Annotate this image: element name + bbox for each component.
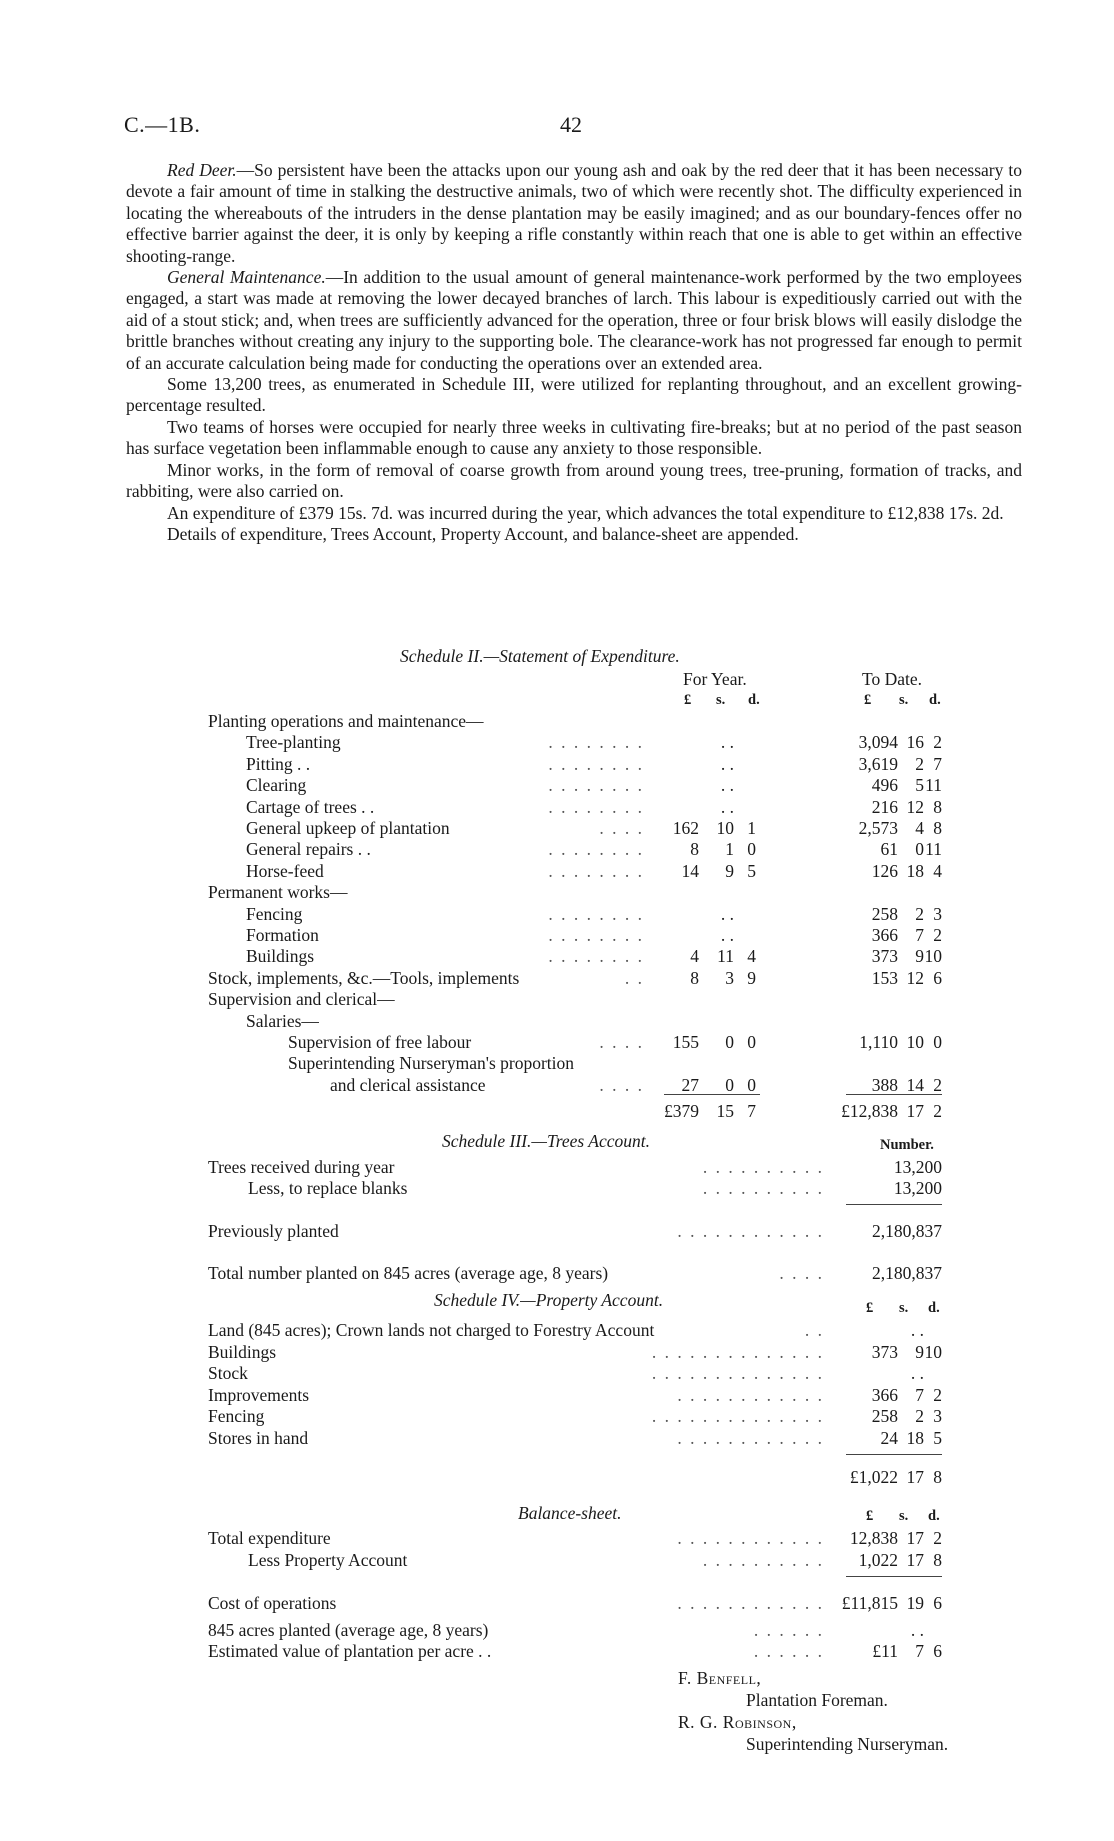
year-pence: 1: [747, 818, 756, 838]
pence: 2: [933, 1385, 942, 1405]
date-pence: 10: [924, 946, 942, 967]
schedule-3-row: [0, 1220, 1114, 1242]
leader-dots: . . . .: [599, 1032, 644, 1052]
lsd-shillings: s.: [899, 1508, 909, 1524]
lsd-pence: d.: [748, 692, 760, 708]
date-shillings: 2: [915, 753, 924, 774]
year-pence: 0: [747, 1032, 756, 1052]
schedule-4-row: [0, 1405, 1114, 1427]
row-label: Stock, implements, &c.—Tools, implements: [208, 967, 520, 988]
leader-dots: . . . . . . . . . . . .: [677, 1221, 824, 1241]
year-shillings: . .: [720, 732, 734, 753]
paragraph-minor-works: [126, 460, 1022, 503]
lsd-shillings: s.: [899, 1300, 909, 1316]
pounds: 24: [880, 1428, 898, 1448]
year-pence: 9: [747, 967, 756, 988]
date-shillings: 14: [906, 1074, 924, 1095]
row-label: Buildings: [246, 946, 315, 967]
schedule-3-row: [0, 1156, 1114, 1178]
year-pence: 0: [747, 839, 756, 860]
date-shillings: 7: [915, 925, 924, 945]
pence: 10: [924, 1342, 942, 1362]
shillings: 17: [906, 1550, 924, 1570]
lsd-pence: d.: [928, 1508, 940, 1524]
date-shillings: 4: [915, 818, 924, 838]
balance-sheet-title: Balance-sheet.: [518, 1503, 622, 1523]
leader-dots: . . . . . . . . . . . . . .: [651, 1342, 824, 1362]
signature-2-name: R. G. Robinson,: [678, 1712, 797, 1732]
schedule-4-row: [0, 1362, 1114, 1384]
date-pounds: 1,110: [859, 1032, 898, 1052]
date-pounds: 388: [871, 1074, 898, 1095]
shillings: 7: [915, 1641, 924, 1661]
date-pence: 7: [933, 753, 942, 774]
year-pounds: 27: [681, 1074, 699, 1095]
paragraph-fire-breaks: [126, 417, 1022, 460]
balance-row: [0, 1527, 1114, 1549]
schedule-3-row: [0, 1177, 1114, 1199]
date-shillings: 18: [906, 860, 924, 881]
schedule-2-row: [0, 710, 1114, 732]
schedule-2-row: [0, 903, 1114, 925]
leader-dots: . . . . . . . .: [548, 925, 644, 945]
date-pounds: 496: [871, 775, 898, 796]
schedule-2-row: [0, 1031, 1114, 1053]
year-shillings: 1: [725, 839, 734, 860]
schedule-2-row: [0, 753, 1114, 775]
row-label: Permanent works—: [208, 882, 348, 903]
date-pounds: 61: [880, 839, 898, 860]
schedule-2-row: [0, 881, 1114, 903]
paragraph-expenditure: [126, 503, 1022, 524]
date-pounds: 3,094: [858, 732, 898, 753]
shillings: 9: [915, 1342, 924, 1362]
schedule-2-lsd-headers: [0, 689, 1114, 711]
pounds: 12,838: [849, 1528, 898, 1548]
schedule-4-title: Schedule IV.—Property Account.: [434, 1290, 664, 1310]
signature-1-title: Plantation Foreman.: [746, 1690, 888, 1710]
schedule-2-row: [0, 838, 1114, 860]
year-pence: 0: [747, 1074, 756, 1095]
date-pounds: 366: [871, 925, 898, 945]
year-shillings: 0: [725, 1074, 734, 1095]
row-label: Land (845 acres); Crown lands not charged to Forestry Account: [208, 1320, 655, 1340]
row-label: and clerical assistance: [330, 1074, 486, 1095]
shillings: 7: [915, 1385, 924, 1405]
total-date-pounds: £12,838: [841, 1101, 898, 1121]
shillings: 18: [906, 1428, 924, 1448]
total-date-pence: 2: [933, 1101, 942, 1121]
leader-dots: . . . . . . . .: [548, 903, 644, 924]
schedule-4-total-row: [0, 1466, 1114, 1488]
year-pounds: 8: [690, 967, 699, 988]
paragraph-lead: Red Deer.: [167, 160, 237, 180]
date-pence: 8: [933, 796, 942, 817]
schedule-2-row: [0, 774, 1114, 796]
pounds: 373: [871, 1342, 898, 1362]
pounds: 258: [871, 1406, 898, 1426]
leader-dots: . . . . . . . .: [548, 753, 644, 774]
date-pence: 3: [933, 903, 942, 924]
row-label: Horse-feed: [246, 860, 324, 881]
leader-dots: . . . . . . . .: [548, 796, 644, 817]
schedule-3-row: [0, 1262, 1114, 1284]
number-value: 2,180,837: [872, 1263, 942, 1283]
row-label: Pitting . .: [246, 753, 311, 774]
date-pence: 2: [933, 1074, 942, 1095]
schedule-4-lsd-headers: [0, 1297, 1114, 1319]
date-pounds: 3,619: [858, 753, 898, 774]
balance-row: [0, 1619, 1114, 1641]
year-shillings: . .: [720, 903, 734, 924]
row-label: Buildings: [208, 1342, 277, 1362]
row-label: Superintending Nurseryman's proportion: [288, 1053, 575, 1074]
row-label: Stores in hand: [208, 1428, 309, 1448]
row-label: General repairs . .: [246, 839, 371, 860]
row-label: Tree-planting: [246, 732, 341, 753]
leader-dots: . . . . . . . .: [548, 860, 644, 881]
date-shillings: 5: [915, 775, 924, 796]
paragraph-text: Two teams of horses were occupied for nearly three weeks in cultivating fire-breaks; but at no period of the past season has surface vegetation been inflammable enough to cause any anxiety to those responsible.: [126, 416, 1022, 459]
pence: 2: [933, 1528, 942, 1548]
date-pence: 2: [933, 732, 942, 753]
col-to-date: To Date.: [862, 669, 923, 689]
year-shillings: 3: [725, 967, 734, 988]
shillings: 19: [906, 1593, 924, 1613]
year-pence: 4: [747, 946, 756, 967]
leader-dots: . . . . . . . . . .: [702, 1157, 824, 1177]
paragraph-red-deer: [126, 160, 1022, 267]
date-pence: 11: [925, 775, 942, 796]
total-shillings: 17: [906, 1467, 924, 1487]
lsd-shillings: s.: [899, 692, 909, 708]
row-label: Total number planted on 845 acres (average age, 8 years): [208, 1263, 609, 1283]
schedule-2-title: Schedule II.—Statement of Expenditure.: [400, 646, 680, 666]
schedule-2-row: [0, 1074, 1114, 1096]
shillings: . .: [910, 1363, 924, 1383]
balance-row: [0, 1549, 1114, 1571]
schedule-2-row: [0, 967, 1114, 989]
pounds: 366: [871, 1385, 898, 1405]
date-pence: 2: [933, 925, 942, 945]
paragraph-text: —In addition to the usual amount of general maintenance-work performed by the two employees engaged, a start was made at removing the lower decayed branches of larch. This labour is expeditiously carried out with the aid of a stout stick; and, when trees are sufficiently advanced for the operation, three or four brisk blows will easily dislodge the brittle branches without creating any injury to the supporting bole. The clearance-work has not progressed far enough to permit of an accurate calculation being made for conducting the operations over an extended area.: [126, 267, 1022, 373]
date-pounds: 153: [871, 967, 898, 988]
leader-dots: . . . . . . . . . . . .: [677, 1528, 824, 1548]
schedule-2-row: [0, 817, 1114, 839]
balance-lsd-headers: [0, 1505, 1114, 1527]
pence: 8: [933, 1550, 942, 1570]
row-label: Supervision of free labour: [288, 1032, 472, 1052]
leader-dots: . . . .: [599, 1074, 644, 1095]
year-shillings: 10: [716, 818, 734, 838]
row-label: Cost of operations: [208, 1593, 337, 1613]
leader-dots: . . . . . .: [753, 1620, 824, 1640]
col-for-year: For Year.: [683, 669, 747, 689]
date-pounds: 216: [871, 796, 898, 817]
year-pounds: 155: [672, 1032, 699, 1052]
shillings: . .: [910, 1320, 924, 1340]
date-pounds: 258: [871, 903, 898, 924]
row-label: Salaries—: [246, 1010, 319, 1031]
leader-dots: . . . . . . . . . . . .: [677, 1593, 824, 1613]
total-rule: [846, 1094, 942, 1095]
row-label: General upkeep of plantation: [246, 818, 450, 838]
total-year-shillings: 15: [716, 1101, 734, 1121]
schedule-3-col-header: [0, 1134, 1114, 1156]
lsd-shillings: s.: [716, 692, 726, 708]
date-pence: 11: [925, 839, 942, 860]
schedule-2-row: [0, 945, 1114, 967]
subtotal-rule: [846, 1204, 942, 1205]
leader-dots: . . . . . . . . . . . .: [677, 1428, 824, 1448]
balance-row: [0, 1640, 1114, 1662]
date-shillings: 16: [906, 732, 924, 753]
pounds: 1,022: [858, 1550, 898, 1570]
lsd-pounds: £: [864, 692, 872, 708]
lsd-pence: d.: [929, 692, 941, 708]
row-label: 845 acres planted (average age, 8 years): [208, 1620, 489, 1640]
col-number: Number.: [880, 1137, 934, 1153]
schedule-4-row: [0, 1341, 1114, 1363]
leader-dots: . . . . . . . .: [548, 839, 644, 860]
leader-dots: . . . . . . . . . . . . . .: [651, 1406, 824, 1426]
total-year-pounds: £379: [664, 1101, 699, 1121]
date-shillings: 2: [915, 903, 924, 924]
paragraph-text: Details of expenditure, Trees Account, Property Account, and balance-sheet are appended.: [167, 523, 799, 544]
year-shillings: . .: [720, 775, 734, 796]
signature-1-name: F. Benfell,: [678, 1668, 762, 1688]
number-value: 2,180,837: [872, 1221, 942, 1241]
row-label: Planting operations and maintenance—: [208, 711, 484, 731]
schedule-3-title: Schedule III.—Trees Account.: [442, 1131, 651, 1151]
total-year-pence: 7: [747, 1101, 756, 1121]
schedule-2-total-row: [0, 1100, 1114, 1122]
pence: 5: [933, 1428, 942, 1448]
date-pence: 4: [933, 860, 942, 881]
leader-dots: . . . . . . . .: [548, 775, 644, 796]
year-shillings: 9: [725, 860, 734, 881]
leader-dots: . . . . . . . .: [548, 732, 644, 753]
document-reference: C.—1B.: [124, 112, 201, 137]
row-label: Less Property Account: [248, 1550, 408, 1570]
lsd-pence: d.: [928, 1300, 940, 1316]
lsd-pounds: £: [684, 692, 692, 708]
schedule-4-row: [0, 1384, 1114, 1406]
report-body: [126, 160, 1022, 545]
lsd-pounds: £: [866, 1508, 874, 1524]
pounds: £11: [872, 1641, 898, 1661]
schedule-2-row: [0, 988, 1114, 1010]
leader-dots: . . . .: [779, 1263, 824, 1283]
date-pounds: 2,573: [858, 818, 898, 838]
total-pence: 8: [933, 1467, 942, 1487]
year-shillings: 11: [717, 946, 734, 967]
date-pounds: 373: [871, 946, 898, 967]
leader-dots: . . . . . . . . . .: [702, 1550, 824, 1570]
schedule-4-row: [0, 1319, 1114, 1341]
paragraph-text: —So persistent have been the attacks upon our young ash and oak by the red deer that it has been necessary to devote a fair amount of time in stalking the destructive animals, two of which were recently shot. The difficulty experienced in locating the whereabouts of the intruders in the dense plantation may be easily imagined; and as our boundary-fences offer no effective barrier against the deer, it is only by keeping a rifle constantly within reach that one is able to get within an effective shooting-range.: [126, 160, 1022, 266]
shillings: . .: [910, 1620, 924, 1640]
leader-dots: . . . . . . . . . .: [702, 1178, 824, 1198]
signature-2-title: Superintending Nurseryman.: [746, 1734, 949, 1754]
row-label: Total expenditure: [208, 1528, 331, 1548]
date-pence: 8: [933, 818, 942, 838]
shillings: 17: [906, 1528, 924, 1548]
pence: 3: [933, 1406, 942, 1426]
date-shillings: 10: [906, 1032, 924, 1052]
row-label: Estimated value of plantation per acre . .: [208, 1641, 492, 1661]
schedule-4-row: [0, 1427, 1114, 1449]
date-shillings: 9: [915, 946, 924, 967]
row-label: Supervision and clerical—: [208, 989, 395, 1010]
year-shillings: . .: [720, 796, 734, 817]
row-label: Less, to replace blanks: [248, 1178, 408, 1198]
leader-dots: . . . . . . . . . . . .: [677, 1385, 824, 1405]
row-label: Clearing: [246, 775, 307, 796]
total-pounds: £1,022: [849, 1467, 898, 1487]
row-label: Trees received during year: [208, 1157, 395, 1177]
leader-dots: . . . . . .: [753, 1641, 824, 1661]
year-shillings: 0: [725, 1032, 734, 1052]
year-shillings: . .: [720, 753, 734, 774]
paragraph-general-maintenance: [126, 267, 1022, 374]
row-label: Fencing: [246, 903, 303, 924]
leader-dots: . . . . . . . . . . . . . .: [651, 1363, 824, 1383]
paragraph-text: Minor works, in the form of removal of coarse growth from around young trees, tree-pruning, formation of tracks, and rabbiting, were also carried on.: [126, 459, 1022, 502]
page-number: 42: [560, 112, 582, 137]
leader-dots: . .: [804, 1320, 824, 1340]
schedule-2-row: [0, 860, 1114, 882]
year-pounds: 8: [690, 839, 699, 860]
year-pounds: 162: [672, 818, 699, 838]
date-pounds: 126: [871, 860, 898, 881]
row-label: Stock: [208, 1363, 248, 1383]
date-pence: 0: [933, 1032, 942, 1052]
schedule-2-row: [0, 1052, 1114, 1074]
row-label: Improvements: [208, 1385, 310, 1405]
paragraph-replanting: [126, 374, 1022, 417]
date-shillings: 12: [906, 796, 924, 817]
row-label: Formation: [246, 925, 319, 945]
leader-dots: . . . . . . . .: [548, 946, 644, 967]
leader-dots: . .: [624, 967, 644, 988]
schedule-2-row: [0, 731, 1114, 753]
balance-row: [0, 1592, 1114, 1614]
year-shillings: . .: [720, 925, 734, 945]
date-pence: 6: [933, 967, 942, 988]
total-rule: [664, 1094, 760, 1095]
pence: 6: [933, 1641, 942, 1661]
pounds: £11,815: [841, 1593, 898, 1613]
year-pence: 5: [747, 860, 756, 881]
paragraph-lead: General Maintenance.: [167, 267, 326, 288]
leader-dots: . . . .: [599, 818, 644, 838]
pence: 6: [933, 1593, 942, 1613]
row-label: Previously planted: [208, 1221, 339, 1241]
lsd-pounds: £: [866, 1300, 874, 1316]
row-label: Cartage of trees . .: [246, 796, 375, 817]
total-rule: [846, 1454, 942, 1455]
date-shillings: 12: [906, 967, 924, 988]
number-value: 13,200: [893, 1178, 942, 1198]
paragraph-text: An expenditure of £379 15s. 7d. was incurred during the year, which advances the total expenditure to £12,838 17s. 2d.: [167, 502, 1004, 523]
year-pounds: 14: [681, 860, 699, 881]
date-shillings: 0: [915, 839, 924, 860]
schedule-2-row: [0, 924, 1114, 946]
subtotal-rule: [846, 1576, 942, 1577]
paragraph-text: Some 13,200 trees, as enumerated in Schedule III, were utilized for replanting throughout, and an excellent growing-percentage resulted.: [126, 374, 1022, 416]
schedule-2-row: [0, 1010, 1114, 1032]
number-value: 13,200: [893, 1157, 942, 1177]
shillings: 2: [915, 1406, 924, 1426]
schedule-2-col-headers: [0, 668, 1114, 690]
row-label: Fencing: [208, 1406, 265, 1426]
paragraph-details: [126, 524, 1022, 545]
year-pounds: 4: [690, 946, 699, 967]
total-date-shillings: 17: [906, 1101, 924, 1121]
schedule-2-row: [0, 796, 1114, 818]
